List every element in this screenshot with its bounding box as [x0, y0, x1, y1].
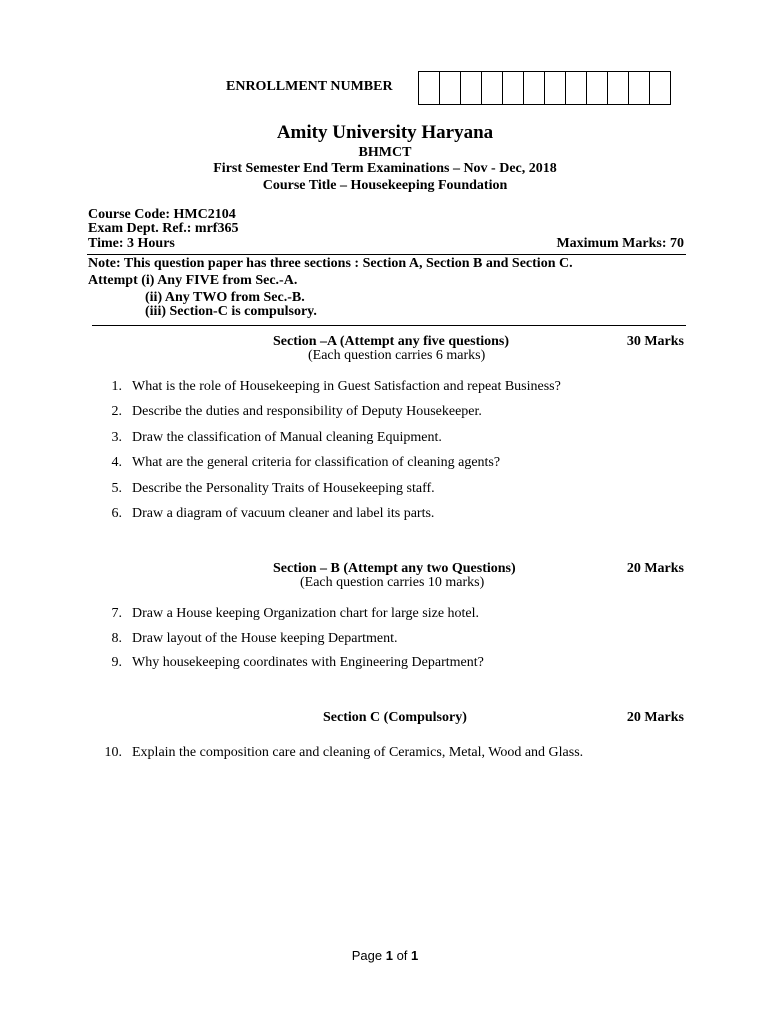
question-item: [98, 455, 500, 471]
total-page-count: 1: [411, 948, 419, 963]
program-name: BHMCT: [358, 145, 412, 160]
enrollment-digit-box: [481, 71, 502, 105]
enrollment-digit-box: [544, 71, 565, 105]
question-item: [98, 606, 479, 622]
question-text: Describe the duties and responsibility of Deputy Housekeeper.: [132, 404, 482, 419]
question-text: Draw a House keeping Organization chart for large size hotel.: [132, 606, 480, 621]
attempt-rule-2: (ii) Any TWO from Sec.-B.: [145, 290, 305, 305]
question-number: 4.: [111, 455, 122, 470]
question-text: What is the role of Housekeeping in Guest Satisfaction and repeat Business?: [132, 379, 561, 394]
question-text: Draw the classification of Manual cleaning Equipment.: [132, 430, 442, 445]
question-text: Describe the Personality Traits of Housekeeping staff.: [132, 481, 435, 496]
question-text: Why housekeeping coordinates with Engineering Department?: [132, 655, 484, 670]
section-a-subheading: (Each question carries 6 marks): [308, 348, 486, 363]
page-footer: [0, 948, 768, 963]
enrollment-digit-box: [586, 71, 607, 105]
question-item: [98, 379, 561, 395]
section-c-heading: Section C (Compulsory): [323, 710, 467, 725]
course-title: Course Title – Housekeeping Foundation: [262, 178, 508, 193]
enrollment-digit-box: [460, 71, 481, 105]
enrollment-label: ENROLLMENT NUMBER: [226, 79, 393, 94]
question-number: 6.: [111, 506, 122, 521]
divider: [92, 325, 686, 326]
maximum-marks: Maximum Marks: 70: [556, 236, 684, 251]
section-b-marks: 20 Marks: [626, 561, 684, 576]
enrollment-digit-box: [649, 71, 671, 105]
course-code: Course Code: HMC2104: [88, 207, 236, 222]
enrollment-digit-box: [523, 71, 544, 105]
exam-title: First Semester End Term Examinations – Nov - Dec, 2018: [213, 161, 557, 176]
enrollment-digit-box: [502, 71, 523, 105]
question-text: Draw a diagram of vacuum cleaner and label its parts.: [132, 506, 435, 521]
question-item: [98, 506, 434, 522]
page-label: Page: [351, 948, 386, 963]
question-item: [98, 404, 482, 420]
question-item: [98, 655, 484, 671]
exam-time: Time: 3 Hours: [88, 236, 175, 251]
section-b-heading: Section – B (Attempt any two Questions): [273, 561, 516, 576]
question-number: 9.: [111, 655, 122, 670]
section-a-heading: Section –A (Attempt any five questions): [273, 334, 510, 349]
page-of-label: of: [392, 948, 412, 963]
question-number: 2.: [111, 404, 122, 419]
section-a-marks: 30 Marks: [626, 334, 684, 349]
question-text: What are the general criteria for classification of cleaning agents?: [132, 455, 501, 470]
question-text: Draw layout of the House keeping Department.: [132, 631, 398, 646]
attempt-rule-3: (iii) Section-C is compulsory.: [145, 304, 317, 319]
question-item: [98, 745, 583, 761]
university-name: Amity University Haryana: [276, 122, 494, 143]
question-item: [98, 481, 435, 497]
question-number: 3.: [111, 430, 122, 445]
question-number: 8.: [111, 631, 122, 646]
exam-dept-ref: Exam Dept. Ref.: mrf365: [88, 221, 239, 236]
enrollment-digit-box: [439, 71, 460, 105]
question-number: 5.: [111, 481, 122, 496]
attempt-rule-1: Attempt (i) Any FIVE from Sec.-A.: [88, 273, 298, 288]
question-number: 1.: [111, 379, 122, 394]
question-item: [98, 430, 442, 446]
current-page-number: 1: [385, 948, 393, 963]
enrollment-digit-box: [418, 71, 439, 105]
question-item: [98, 631, 398, 647]
question-number: 7.: [111, 606, 122, 621]
section-b-subheading: (Each question carries 10 marks): [300, 575, 485, 590]
enrollment-digit-box: [628, 71, 649, 105]
question-text: Explain the composition care and cleaning of Ceramics, Metal, Wood and Glass.: [132, 745, 584, 760]
divider: [87, 254, 686, 255]
instructions-note: Note: This question paper has three sections : Section A, Section B and Section C.: [88, 256, 573, 271]
section-c-marks: 20 Marks: [626, 710, 684, 725]
enrollment-digit-box: [607, 71, 628, 105]
enrollment-number-boxes: [418, 71, 671, 105]
question-number: 10.: [104, 745, 122, 760]
enrollment-digit-box: [565, 71, 586, 105]
